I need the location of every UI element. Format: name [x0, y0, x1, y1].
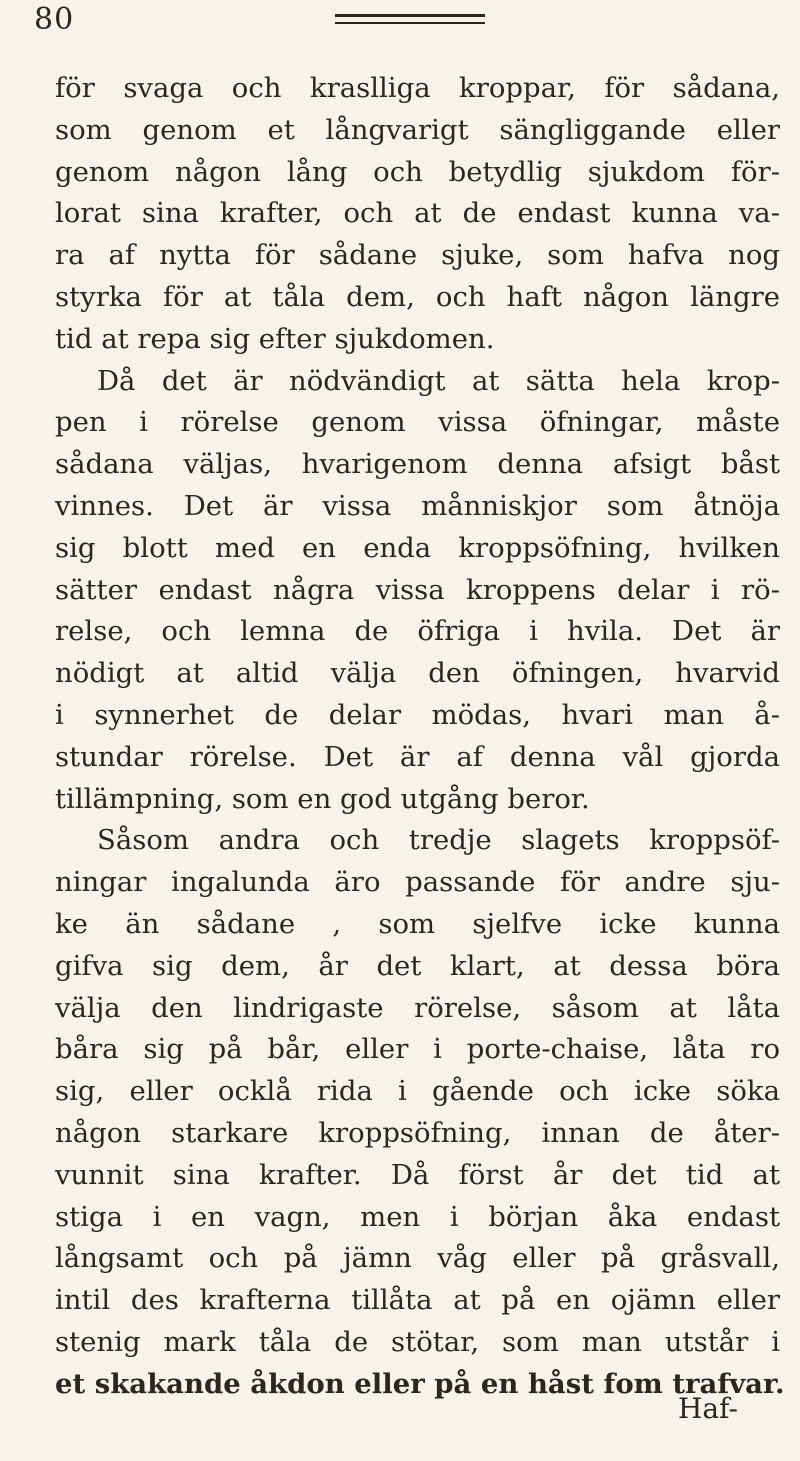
text-line: som genom et långvarigt sängliggande eller	[55, 113, 780, 146]
text-line: gifva sig dem, år det klart, at dessa böra	[55, 949, 780, 982]
text-line: stiga i en vagn, men i början åka endast	[55, 1200, 780, 1233]
text-line: båra sig på bår, eller i porte-chaise, låta ro	[55, 1033, 780, 1066]
text-line: långsamt och på jämn våg eller på gråsvall,	[55, 1242, 780, 1275]
text-line: ningar ingalunda äro passande för andre sju-	[55, 866, 780, 899]
text-line: vunnit sina krafter. Då först år det tid at	[55, 1158, 780, 1191]
text-line: tid at repa sig efter sjukdomen.	[55, 322, 495, 355]
text-line: sig blott med en enda kroppsöfning, hvilken	[55, 531, 780, 564]
text-line: någon starkare kroppsöfning, innan de åter-	[55, 1116, 780, 1149]
text-line: ke än sådane , som sjelfve icke kunna	[55, 907, 780, 940]
catchword: Haf-	[678, 1392, 738, 1425]
text-line: i synnerhet de delar mödas, hvari man å-	[55, 698, 780, 731]
text-line: för svaga och kraslliga kroppar, för sådana,	[55, 72, 780, 104]
text-line: Såsom andra och tredje slagets kroppsöf-	[97, 824, 780, 857]
page-number: 80	[34, 2, 75, 37]
text-line: tillämpning, som en god utgång beror.	[55, 782, 590, 815]
text-body	[55, 68, 785, 1406]
text-line: ra af nytta för sådane sjuke, som hafva nog	[55, 239, 780, 272]
text-line: sådana väljas, hvarigenom denna afsigt båst	[55, 448, 780, 481]
text-line: et skakande åkdon eller på en håst fom trafvar.	[55, 1367, 785, 1400]
text-line: Då det är nödvändigt at sätta hela krop-	[97, 364, 780, 397]
text-line: lorat sina krafter, och at de endast kunna va-	[55, 197, 780, 230]
text-line: sig, eller ocklå rida i gående och icke söka	[55, 1075, 780, 1108]
text-line: intil des krafterna tillåta at på en ojämn eller	[55, 1284, 780, 1317]
text-line: relse, och lemna de öfriga i hvila. Det är	[55, 615, 780, 648]
text-line: nödigt at altid välja den öfningen, hvarvid	[55, 657, 780, 690]
header-rule	[335, 14, 485, 24]
text-line: styrka för at tåla dem, och haft någon längre	[55, 280, 780, 313]
text-line: välja den lindrigaste rörelse, såsom at låta	[55, 991, 780, 1024]
text-line: stenig mark tåla de stötar, som man utstår i	[55, 1325, 780, 1358]
text-line: vinnes. Det är vissa månniskjor som åtnöja	[55, 489, 780, 522]
text-line: stundar rörelse. Det är af denna vål gjorda	[55, 740, 780, 773]
text-line: sätter endast några vissa kroppens delar i rö-	[55, 573, 780, 606]
text-line: genom någon lång och betydlig sjukdom för-	[55, 155, 780, 188]
text-line: pen i rörelse genom vissa öfningar, måste	[55, 406, 780, 439]
